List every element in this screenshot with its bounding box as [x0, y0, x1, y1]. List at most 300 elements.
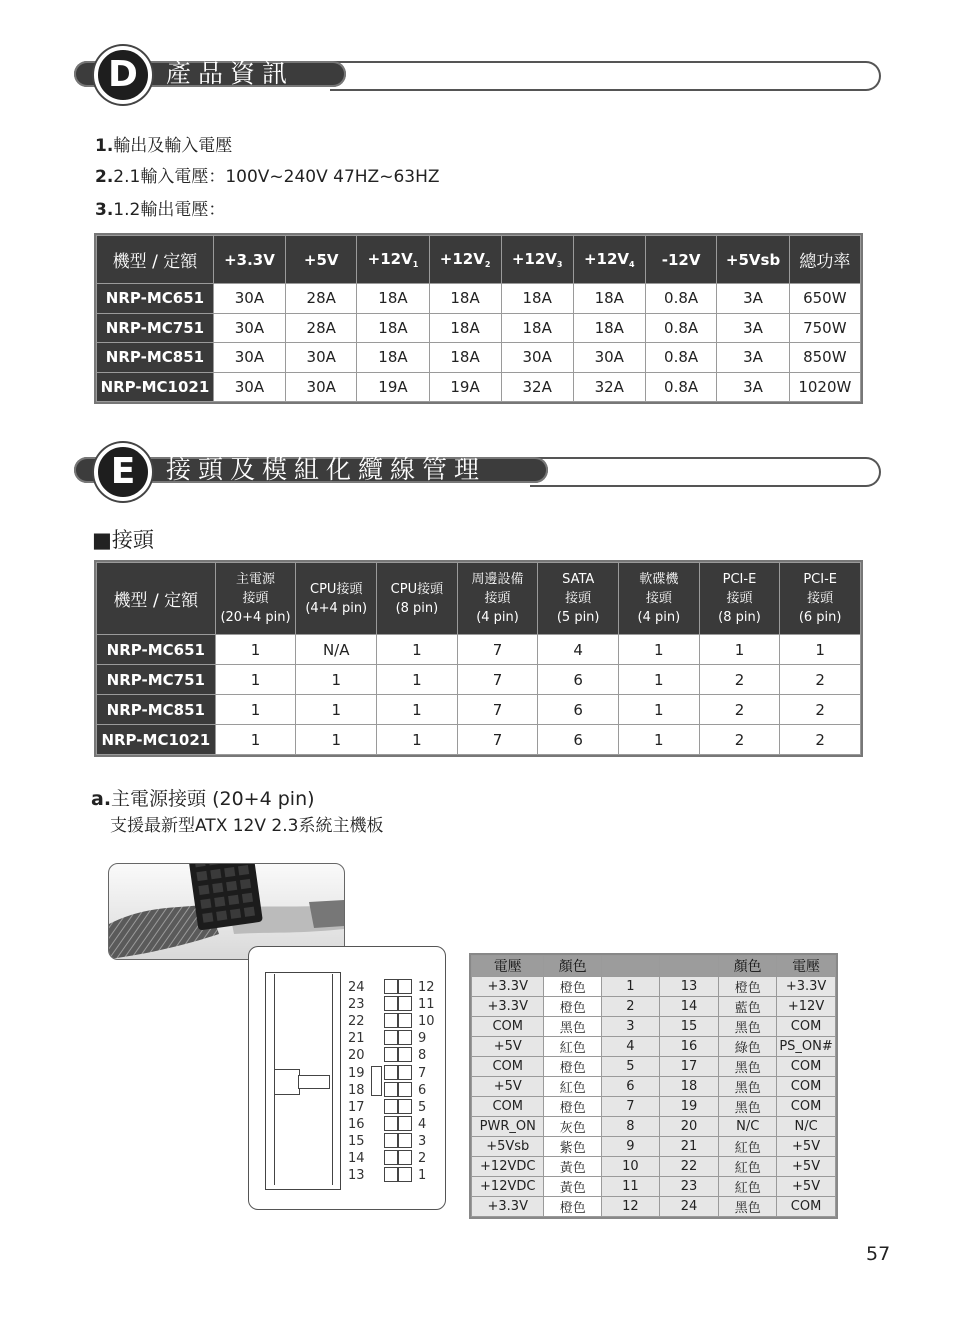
- output-value-cell: 0.8A: [645, 372, 717, 402]
- pin-cell: [384, 996, 398, 1011]
- output-row: [97, 284, 861, 314]
- pin-number-label: 24: [348, 980, 365, 995]
- pin-cell-value: 橙色: [544, 1097, 602, 1117]
- pin-row: [472, 1177, 836, 1197]
- pin-cell-value: 23: [659, 1177, 719, 1197]
- connector-value-cell: 2: [780, 725, 861, 755]
- connector-value-cell: 1: [296, 695, 377, 725]
- line-2-text: 2.1輸入電壓：100V~240V 47HZ~63HZ: [113, 167, 440, 187]
- pin-number-label: 22: [348, 1014, 365, 1030]
- connector-value-cell: 7: [457, 725, 538, 755]
- output-header-label: +12V: [511, 250, 557, 268]
- output-value-cell: 3A: [717, 372, 789, 402]
- pin-cell: [398, 1065, 412, 1080]
- connector-value-cell: 2: [699, 725, 780, 755]
- connector-model-cell: NRP-MC1021: [97, 725, 216, 755]
- pin-cell: [384, 1082, 398, 1097]
- connector-value-cell: 1: [377, 695, 458, 725]
- pin-cell-value: 8: [602, 1117, 660, 1137]
- main-conn-prefix: a.: [91, 788, 112, 810]
- output-value-cell: 18A: [429, 313, 501, 343]
- output-value-cell: 30A: [213, 313, 285, 343]
- connector-value-cell: 2: [699, 695, 780, 725]
- pin-cell-value: 綠色: [719, 1037, 777, 1057]
- connector-row: [97, 695, 861, 725]
- connector-header-line: 機型 / 定額: [113, 591, 199, 611]
- pin-row: [472, 1057, 836, 1077]
- connector-header-line: PCI-E: [803, 572, 837, 587]
- connector-header-line: 周邊設備: [471, 572, 524, 587]
- output-header-cell: [501, 236, 573, 284]
- connector-header-line: 接頭: [242, 591, 269, 606]
- section-e-title: 接頭及模組化纜線管理: [166, 455, 487, 484]
- connector-header-line: CPU接頭: [390, 581, 444, 597]
- connector-header-line: SATA: [562, 572, 595, 587]
- pin-cell-value: COM: [777, 1097, 836, 1117]
- pin-cell-value: 2: [602, 997, 660, 1017]
- pin-number-label: 5: [418, 1099, 427, 1115]
- pin-cell-value: +5V: [777, 1177, 836, 1197]
- connector-header-line: (4+4 pin): [305, 600, 368, 616]
- pin-number-label: 21: [348, 1031, 365, 1047]
- connector-value-cell: 1: [699, 635, 780, 665]
- output-value-cell: 18A: [501, 313, 573, 343]
- line-2-number: 2.: [95, 167, 114, 187]
- output-value-cell: 18A: [357, 343, 429, 373]
- pin-cell-value: 藍色: [719, 997, 777, 1017]
- pin-cell: [398, 1167, 412, 1182]
- pin-cell-value: COM: [472, 1017, 544, 1037]
- connector-model-cell: NRP-MC651: [97, 635, 216, 665]
- pin-cell-value: 黑色: [719, 1197, 777, 1217]
- output-header-sub: 1: [412, 260, 419, 269]
- output-header-label: 總功率: [799, 252, 851, 272]
- pin-cell: [384, 1013, 398, 1028]
- pin-header-cell: [602, 956, 660, 977]
- pin-cell-value: +3.3V: [472, 997, 544, 1017]
- pin-cell-value: +12VDC: [472, 1177, 544, 1197]
- connector-header-line: 接頭: [565, 591, 592, 606]
- connector-value-cell: 1: [619, 665, 700, 695]
- pin-cell-value: 黑色: [719, 1017, 777, 1037]
- pin-cell-value: 20: [659, 1117, 719, 1137]
- pin-number-label: 7: [418, 1065, 427, 1081]
- connector-value-cell: N/A: [296, 635, 377, 665]
- pin-cell: [384, 1167, 398, 1182]
- output-header-cell: [429, 236, 501, 284]
- connector-header-cell: [619, 563, 700, 635]
- pin-header-cell: 顏色: [544, 956, 602, 977]
- output-value-cell: 1020W: [789, 372, 860, 402]
- pin-row: [472, 1037, 836, 1057]
- connector-header-line: (4 pin): [476, 610, 519, 625]
- output-value-cell: 30A: [573, 343, 645, 373]
- output-header-label: +5V: [303, 250, 339, 269]
- pin-cell-value: 黑色: [719, 1097, 777, 1117]
- latch-clip: [274, 1069, 300, 1095]
- pin-cell: [384, 1047, 398, 1062]
- output-model-cell: NRP-MC651: [97, 284, 214, 314]
- output-value-cell: 32A: [501, 372, 573, 402]
- connector-value-cell: 7: [457, 695, 538, 725]
- pin-cell-value: 紫色: [544, 1137, 602, 1157]
- pin-row: [472, 1157, 836, 1177]
- pin-row: [472, 997, 836, 1017]
- section-e-rule: [530, 457, 881, 487]
- pin-cell-value: COM: [777, 1057, 836, 1077]
- pin-cell-value: 紅色: [719, 1177, 777, 1197]
- connector-value-cell: 7: [457, 635, 538, 665]
- connector-table: [96, 562, 861, 755]
- output-header-label: +12V: [367, 250, 413, 268]
- line-2: [95, 162, 440, 187]
- pin-cell-value: +3.3V: [472, 1197, 544, 1217]
- pin-cell-value: +5V: [472, 1077, 544, 1097]
- output-spec-table: [96, 235, 861, 402]
- output-header-label: -12V: [661, 250, 701, 269]
- output-value-cell: 0.8A: [645, 313, 717, 343]
- pin-cell-value: 13: [659, 977, 719, 997]
- output-header-cell: [573, 236, 645, 284]
- connector-header-cell: [457, 563, 538, 635]
- pin-cell-value: 3: [602, 1017, 660, 1037]
- output-value-cell: 18A: [501, 284, 573, 314]
- pin-number-label: 8: [418, 1048, 427, 1064]
- connector-value-cell: 1: [619, 695, 700, 725]
- pin-cell-value: +12VDC: [472, 1157, 544, 1177]
- connector-value-cell: 1: [296, 665, 377, 695]
- output-value-cell: 18A: [573, 313, 645, 343]
- connector-header-line: 軟碟機: [639, 572, 679, 587]
- output-header-cell: [97, 236, 214, 284]
- pin-number-label: 11: [418, 997, 435, 1013]
- connector-value-cell: 1: [377, 635, 458, 665]
- pin-cell-value: 21: [659, 1137, 719, 1157]
- pin-cell-value: +5Vsb: [472, 1137, 544, 1157]
- pin-header-cell: [659, 956, 719, 977]
- connector-header-cell: [538, 563, 619, 635]
- main-conn-heading: [91, 784, 315, 811]
- pin-cell: [398, 1013, 412, 1028]
- pin-row: [472, 1017, 836, 1037]
- connector-row: [97, 665, 861, 695]
- pin-number-label: 17: [348, 1099, 365, 1115]
- connector-value-cell: 1: [780, 635, 861, 665]
- connector-header-line: 接頭: [726, 591, 753, 606]
- pin-number-label: 13: [348, 1168, 365, 1184]
- pin-cell: [398, 1150, 412, 1165]
- pin-cell-value: 紅色: [719, 1137, 777, 1157]
- output-value-cell: 0.8A: [645, 343, 717, 373]
- pin-cell-value: +3.3V: [472, 977, 544, 997]
- connector-value-cell: 1: [215, 695, 296, 725]
- connector-value-cell: 6: [538, 665, 619, 695]
- pin-cell: [384, 1030, 398, 1045]
- pin-cell-value: 5: [602, 1057, 660, 1077]
- pin-cell-value: COM: [777, 1077, 836, 1097]
- output-value-cell: 18A: [573, 284, 645, 314]
- pin-cell: [398, 996, 412, 1011]
- pin-cell-value: 11: [602, 1177, 660, 1197]
- connector-value-cell: 1: [215, 635, 296, 665]
- connector-header-line: 接頭: [807, 591, 834, 606]
- pin-cell: [398, 1116, 412, 1131]
- pin-row: [472, 1197, 836, 1217]
- pin-cell-value: 16: [659, 1037, 719, 1057]
- pin-cell-value: 黃色: [544, 1177, 602, 1197]
- output-header-sub: 2: [484, 260, 491, 269]
- line-1-text: 輸出及輸入電壓: [113, 136, 233, 156]
- pin-number-label: 15: [348, 1133, 365, 1149]
- pin-header-cell: 電壓: [777, 956, 836, 977]
- pin-cell-value: +12V: [777, 997, 836, 1017]
- output-value-cell: 30A: [286, 372, 357, 402]
- pin-cell-value: COM: [777, 1017, 836, 1037]
- output-value-cell: 18A: [357, 313, 429, 343]
- connector-value-cell: 7: [457, 665, 538, 695]
- pin-row: [472, 1077, 836, 1097]
- pin-number-label: 3: [418, 1133, 427, 1149]
- output-value-cell: 3A: [717, 284, 789, 314]
- pin-cell-value: 10: [602, 1157, 660, 1177]
- pin-cell-value: COM: [472, 1097, 544, 1117]
- output-value-cell: 30A: [286, 343, 357, 373]
- pin-number-label: 2: [418, 1151, 427, 1166]
- pin-row: [472, 977, 836, 997]
- pin-cell-value: +3.3V: [777, 977, 836, 997]
- pin-cell-value: 12: [602, 1197, 660, 1217]
- connector-value-cell: 1: [377, 665, 458, 695]
- connector-header-cell: [97, 563, 216, 635]
- output-row: [97, 343, 861, 373]
- pin-number-label: 10: [418, 1014, 435, 1030]
- pin-assignment-table: [471, 955, 836, 1217]
- section-d-badge: D: [94, 46, 152, 104]
- pin-cell: [384, 1099, 398, 1114]
- pin-number-label: 23: [348, 997, 365, 1013]
- output-header-cell: [645, 236, 717, 284]
- output-value-cell: 18A: [429, 284, 501, 314]
- output-header-sub: 3: [556, 260, 563, 269]
- pin-cell-value: N/C: [777, 1117, 836, 1137]
- pin-cell-value: 14: [659, 997, 719, 1017]
- pin-cell: [398, 1133, 412, 1148]
- output-header-label: +12V: [583, 250, 629, 268]
- pin-cell: [384, 1116, 398, 1131]
- connector-header-line: (4 pin): [637, 610, 681, 625]
- pin-cell-value: 黑色: [719, 1077, 777, 1097]
- connector-header-line: (20+4 pin): [220, 610, 291, 625]
- line-1-number: 1.: [95, 136, 114, 156]
- pin-cell-value: N/C: [719, 1117, 777, 1137]
- pin-row: [472, 1117, 836, 1137]
- output-value-cell: 19A: [429, 372, 501, 402]
- connector-header-line: CPU接頭: [310, 581, 363, 597]
- pin-cell-value: 橙色: [544, 1197, 602, 1217]
- pin-header-cell: 顏色: [719, 956, 777, 977]
- output-header-cell: [717, 236, 789, 284]
- connector-header-line: 接頭: [484, 591, 511, 606]
- connector-value-cell: 1: [619, 635, 700, 665]
- output-value-cell: 850W: [789, 343, 860, 373]
- pin-number-label: 6: [418, 1082, 427, 1098]
- pin-cell-value: +5V: [472, 1037, 544, 1057]
- output-value-cell: 650W: [789, 284, 860, 314]
- pin-cell-value: 17: [659, 1057, 719, 1077]
- pin-cell-value: 紅色: [719, 1157, 777, 1177]
- pin-cell-value: 6: [602, 1077, 660, 1097]
- connector-header-cell: [699, 563, 780, 635]
- pin-cell-value: COM: [777, 1197, 836, 1217]
- output-model-cell: NRP-MC851: [97, 343, 214, 373]
- pin-cell: [398, 1047, 412, 1062]
- pin-number-label: 19: [348, 1065, 365, 1081]
- output-header-sub: 4: [629, 260, 635, 269]
- pin-cell: [384, 979, 398, 994]
- output-value-cell: 750W: [789, 313, 860, 343]
- pin-cell-value: 黃色: [544, 1157, 602, 1177]
- output-model-cell: NRP-MC1021: [97, 372, 214, 402]
- connectors-heading: ■接頭: [92, 528, 154, 552]
- output-header-cell: [789, 236, 860, 284]
- pin-cell-value: 黑色: [719, 1057, 777, 1077]
- pin-cell-value: PS_ON#: [777, 1037, 836, 1057]
- connector-value-cell: 1: [296, 725, 377, 755]
- main-conn-subtitle: 支援最新型ATX 12V 2.3系統主機板: [110, 816, 384, 836]
- output-value-cell: 28A: [286, 284, 357, 314]
- connector-row: [97, 635, 861, 665]
- output-value-cell: 30A: [213, 372, 285, 402]
- pin-cell: [384, 1133, 398, 1148]
- connector-header-cell: [215, 563, 296, 635]
- pin-cell-value: 橙色: [719, 977, 777, 997]
- output-header-label: 機型 / 定額: [112, 252, 198, 272]
- output-value-cell: 18A: [429, 343, 501, 373]
- connector-value-cell: 4: [538, 635, 619, 665]
- output-value-cell: 30A: [213, 284, 285, 314]
- connector-header-cell: [377, 563, 458, 635]
- output-header-cell: [357, 236, 429, 284]
- output-header-label: +12V: [439, 250, 485, 268]
- pin-cell-value: 9: [602, 1137, 660, 1157]
- pin-cell: [398, 1099, 412, 1114]
- pin-row: [472, 1137, 836, 1157]
- pin-cell-value: 紅色: [544, 1077, 602, 1097]
- pin-cell: [398, 1082, 412, 1097]
- output-model-cell: NRP-MC751: [97, 313, 214, 343]
- pin-number-label: 20: [348, 1048, 365, 1064]
- output-row: [97, 372, 861, 402]
- pin-cell-value: 1: [602, 977, 660, 997]
- pin-number-label: 4: [418, 1116, 427, 1132]
- pin-cell-value: 橙色: [544, 977, 602, 997]
- pin-header-cell: 電壓: [472, 956, 544, 977]
- connector-value-cell: 1: [377, 725, 458, 755]
- line-1: [95, 131, 232, 156]
- output-value-cell: 3A: [717, 313, 789, 343]
- connector-value-cell: 1: [215, 665, 296, 695]
- pin-cell-value: 橙色: [544, 997, 602, 1017]
- output-row: [97, 313, 861, 343]
- pin-number-label: 1: [418, 1168, 427, 1184]
- connector-side-view: [265, 972, 341, 1190]
- output-value-cell: 19A: [357, 372, 429, 402]
- output-value-cell: 30A: [501, 343, 573, 373]
- pin-cell-value: 15: [659, 1017, 719, 1037]
- pin-number-label: 9: [418, 1031, 427, 1047]
- pin-cell-value: 22: [659, 1157, 719, 1177]
- connector-header-cell: [296, 563, 377, 635]
- pin-cell: [398, 979, 412, 994]
- connector-model-cell: NRP-MC751: [97, 665, 216, 695]
- pin-key: [371, 1066, 382, 1096]
- line-3-text: 1.2輸出電壓：: [113, 200, 226, 220]
- connector-header-cell: [780, 563, 861, 635]
- pin-cell: [384, 1065, 398, 1080]
- pin-cell-value: 18: [659, 1077, 719, 1097]
- pin-number-label: 16: [348, 1116, 365, 1132]
- connector-value-cell: 1: [619, 725, 700, 755]
- output-header-cell: [286, 236, 357, 284]
- connector-value-cell: 6: [538, 725, 619, 755]
- output-header-label: +3.3V: [224, 250, 275, 269]
- connector-header-line: 接頭: [645, 591, 672, 606]
- connector-model-cell: NRP-MC851: [97, 695, 216, 725]
- pin-cell-value: 4: [602, 1037, 660, 1057]
- pin-cell-value: PWR_ON: [472, 1117, 544, 1137]
- output-value-cell: 28A: [286, 313, 357, 343]
- section-d-rule: [330, 61, 881, 91]
- pin-row: [472, 1097, 836, 1117]
- page-number: 57: [866, 1243, 891, 1265]
- pin-cell-value: COM: [472, 1057, 544, 1077]
- line-3: [95, 195, 225, 220]
- section-d-title: 產品資訊: [166, 59, 295, 88]
- output-value-cell: 18A: [357, 284, 429, 314]
- pin-cell: [398, 1030, 412, 1045]
- main-conn-title: 主電源接頭 (20+4 pin): [111, 788, 315, 810]
- connector-value-cell: 6: [538, 695, 619, 725]
- pin-cell-value: +5V: [777, 1157, 836, 1177]
- output-header-label: +5Vsb: [725, 250, 781, 269]
- connector-value-cell: 2: [780, 695, 861, 725]
- output-value-cell: 0.8A: [645, 284, 717, 314]
- connector-value-cell: 2: [699, 665, 780, 695]
- connector-header-line: PCI-E: [722, 572, 757, 587]
- pin-cell: [384, 1150, 398, 1165]
- connector-row: [97, 725, 861, 755]
- connector-header-line: (5 pin): [556, 610, 600, 625]
- pin-cell-value: 紅色: [544, 1037, 602, 1057]
- pin-cell-value: 灰色: [544, 1117, 602, 1137]
- pin-cell-value: 24: [659, 1197, 719, 1217]
- output-value-cell: 3A: [717, 343, 789, 373]
- pin-cell-value: 黑色: [544, 1017, 602, 1037]
- output-value-cell: 30A: [213, 343, 285, 373]
- line-3-number: 3.: [95, 200, 114, 220]
- pin-number-label: 12: [418, 980, 435, 995]
- connector-header-line: 主電源: [236, 572, 276, 587]
- pin-cell-value: 19: [659, 1097, 719, 1117]
- section-e-badge: E: [94, 443, 152, 501]
- connector-value-cell: 2: [780, 665, 861, 695]
- connector-header-line: (8 pin): [395, 600, 439, 616]
- connector-value-cell: 1: [215, 725, 296, 755]
- output-header-cell: [213, 236, 285, 284]
- pin-number-label: 18: [348, 1082, 365, 1098]
- connector-header-line: (6 pin): [798, 610, 842, 625]
- pin-cell-value: +5V: [777, 1137, 836, 1157]
